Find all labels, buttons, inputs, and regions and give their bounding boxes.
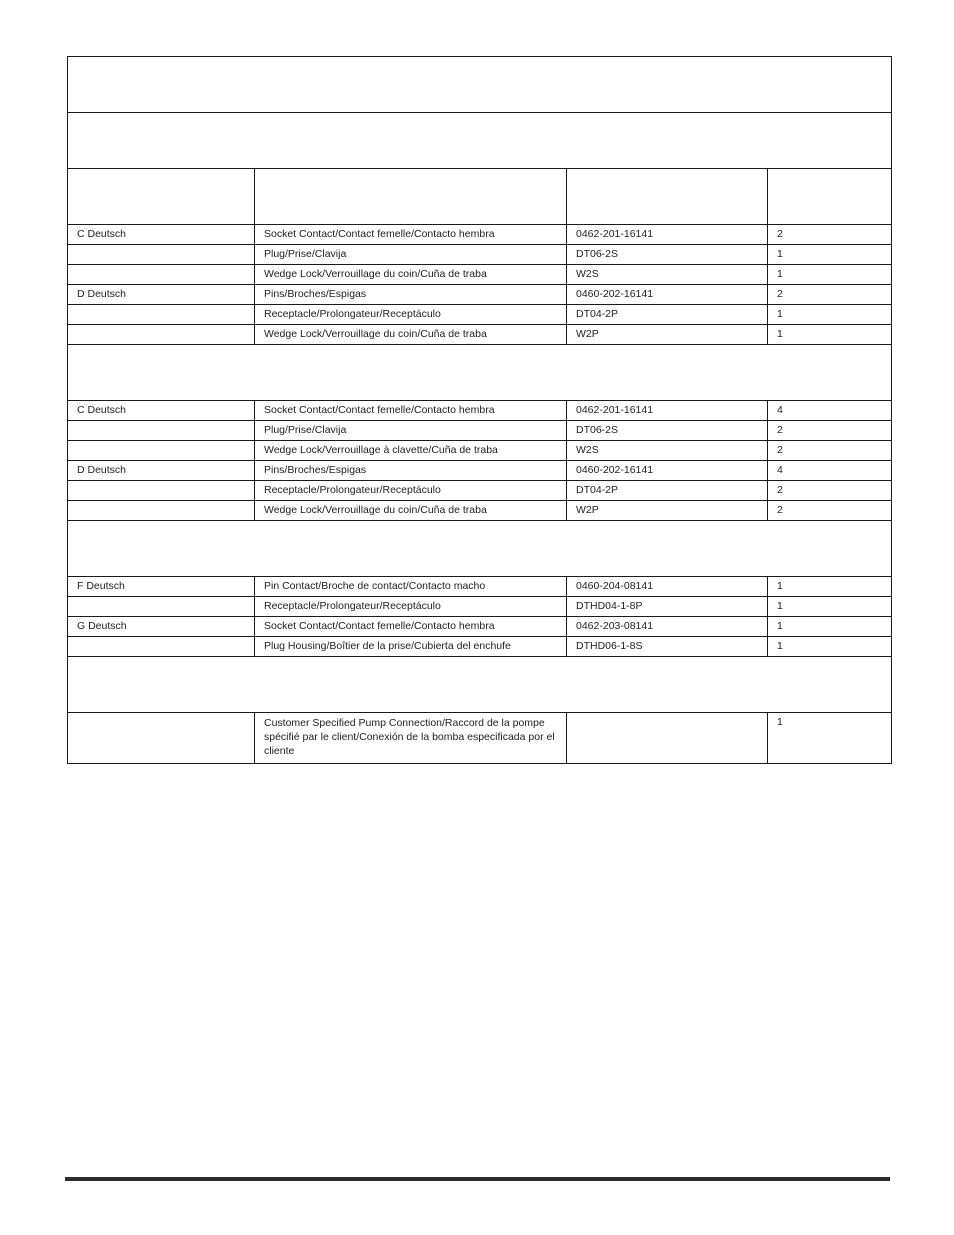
description-cell: Wedge Lock/Verrouillage du coin/Cuña de traba [255, 265, 567, 285]
part-number-cell: 0462-201-16141 [567, 401, 768, 421]
table-row [68, 305, 892, 325]
footer-rule [65, 1177, 890, 1181]
description-cell: Receptacle/Prolongateur/Receptáculo [255, 305, 567, 325]
table-row [68, 325, 892, 345]
table-row [68, 617, 892, 637]
quantity-cell: 2 [768, 501, 892, 521]
header-description [255, 169, 567, 225]
connector-cell: G Deutsch [68, 617, 255, 637]
connector-cell [68, 325, 255, 345]
description-cell: Socket Contact/Contact femelle/Contacto hembra [255, 225, 567, 245]
column-header-row [68, 169, 892, 225]
description-cell: Pins/Broches/Espigas [255, 461, 567, 481]
subtitle-band [68, 113, 892, 169]
description-cell: Wedge Lock/Verrouillage du coin/Cuña de traba [255, 325, 567, 345]
table-row [68, 441, 892, 461]
parts-table [67, 56, 892, 764]
connector-cell [68, 713, 255, 764]
connector-cell [68, 421, 255, 441]
quantity-cell: 1 [768, 265, 892, 285]
header-connector [68, 169, 255, 225]
part-number-cell: DT06-2S [567, 421, 768, 441]
table-row [68, 637, 892, 657]
table-row [68, 501, 892, 521]
table-row [68, 577, 892, 597]
part-number-cell: 0460-202-16141 [567, 285, 768, 305]
table-row [68, 421, 892, 441]
connector-cell: D Deutsch [68, 461, 255, 481]
connector-cell [68, 597, 255, 617]
connector-cell: D Deutsch [68, 285, 255, 305]
description-cell: Pin Contact/Broche de contact/Contacto macho [255, 577, 567, 597]
part-number-cell [567, 713, 768, 764]
connector-cell: C Deutsch [68, 225, 255, 245]
quantity-cell: 2 [768, 481, 892, 501]
table-row [68, 713, 892, 764]
part-number-cell: W2S [567, 265, 768, 285]
table-row [68, 245, 892, 265]
quantity-cell: 2 [768, 285, 892, 305]
part-number-cell: 0460-204-08141 [567, 577, 768, 597]
description-cell: Pins/Broches/Espigas [255, 285, 567, 305]
table-row [68, 597, 892, 617]
quantity-cell: 1 [768, 577, 892, 597]
quantity-cell: 1 [768, 305, 892, 325]
description-cell: Customer Specified Pump Connection/Raccord de la pompe spécifié par le client/Conexión de la bomba especificada por el cliente [255, 713, 567, 764]
part-number-cell: DT06-2S [567, 245, 768, 265]
part-number-cell: DT04-2P [567, 481, 768, 501]
table-row [68, 285, 892, 305]
description-cell: Receptacle/Prolongateur/Receptáculo [255, 481, 567, 501]
description-cell: Socket Contact/Contact femelle/Contacto hembra [255, 617, 567, 637]
description-cell: Wedge Lock/Verrouillage du coin/Cuña de traba [255, 501, 567, 521]
quantity-cell: 2 [768, 225, 892, 245]
part-number-cell: 0462-201-16141 [567, 225, 768, 245]
quantity-cell: 1 [768, 713, 892, 764]
table-row [68, 401, 892, 421]
description-cell: Plug/Prise/Clavija [255, 421, 567, 441]
quantity-cell: 1 [768, 597, 892, 617]
table-row [68, 225, 892, 245]
quantity-cell: 1 [768, 617, 892, 637]
quantity-cell: 1 [768, 245, 892, 265]
connector-cell [68, 441, 255, 461]
quantity-cell: 4 [768, 461, 892, 481]
connector-cell [68, 481, 255, 501]
description-cell: Plug Housing/Boîtier de la prise/Cubierta del enchufe [255, 637, 567, 657]
connector-cell: C Deutsch [68, 401, 255, 421]
header-part-number [567, 169, 768, 225]
quantity-cell: 2 [768, 441, 892, 461]
connector-cell [68, 245, 255, 265]
section-band [68, 657, 892, 713]
table-row [68, 481, 892, 501]
description-cell: Wedge Lock/Verrouillage à clavette/Cuña de traba [255, 441, 567, 461]
connector-cell [68, 305, 255, 325]
part-number-cell: W2S [567, 441, 768, 461]
section-band [68, 345, 892, 401]
description-cell: Socket Contact/Contact femelle/Contacto hembra [255, 401, 567, 421]
part-number-cell: 0460-202-16141 [567, 461, 768, 481]
description-cell: Plug/Prise/Clavija [255, 245, 567, 265]
part-number-cell: DT04-2P [567, 305, 768, 325]
part-number-cell: W2P [567, 501, 768, 521]
table-row [68, 461, 892, 481]
part-number-cell: DTHD06-1-8S [567, 637, 768, 657]
part-number-cell: DTHD04-1-8P [567, 597, 768, 617]
connector-cell: F Deutsch [68, 577, 255, 597]
quantity-cell: 1 [768, 637, 892, 657]
connector-cell [68, 501, 255, 521]
quantity-cell: 1 [768, 325, 892, 345]
part-number-cell: W2P [567, 325, 768, 345]
title-band [68, 57, 892, 113]
description-cell: Receptacle/Prolongateur/Receptáculo [255, 597, 567, 617]
part-number-cell: 0462-203-08141 [567, 617, 768, 637]
connector-cell [68, 637, 255, 657]
quantity-cell: 4 [768, 401, 892, 421]
connector-cell [68, 265, 255, 285]
section-band [68, 521, 892, 577]
table-row [68, 265, 892, 285]
header-quantity [768, 169, 892, 225]
quantity-cell: 2 [768, 421, 892, 441]
